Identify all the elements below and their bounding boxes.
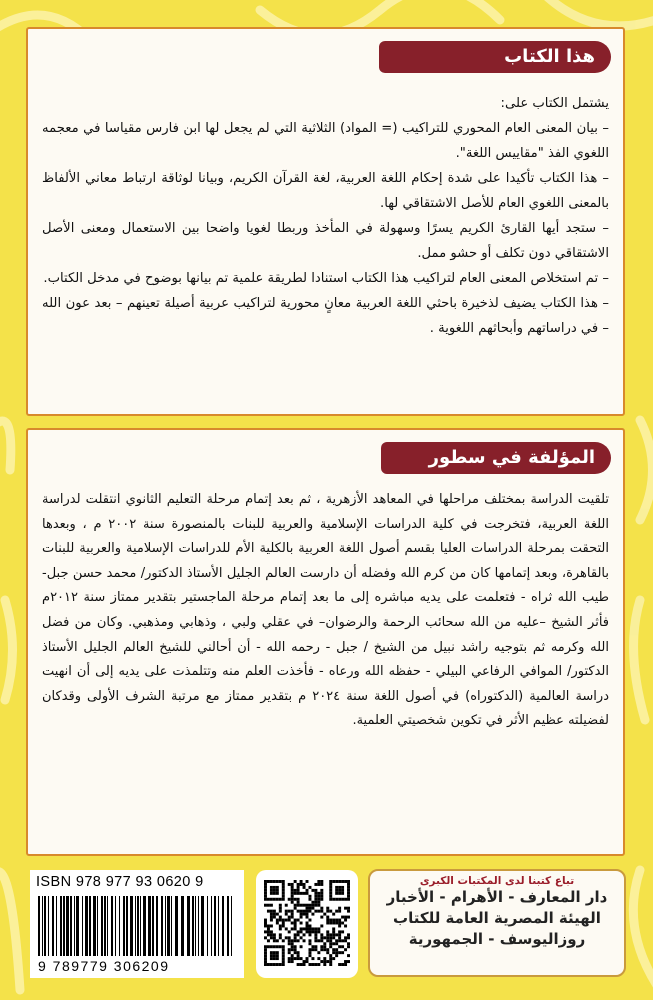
author-heading: المؤلفة في سطور — [381, 442, 611, 474]
booksellers-line: روزاليوسف - الجمهورية — [408, 930, 586, 948]
about-book-paragraph: – هذا الكتاب يضيف لذخيرة باحثي اللغة العربية معانٍ محورية لتراكيب عربية أصيلة تعينهم – بعد عون الله – في دراساتهم وأبحاثهم اللغوية . — [42, 296, 609, 336]
about-book-paragraph: – هذا الكتاب تأكيدا على شدة إحكام اللغة العربية، لغة القرآن الكريم، وبيانا لوثاقة ارتباط معاني الألفاظ بالمعنى اللغوي العام للأصل الاشتقاقي لها. — [42, 171, 609, 211]
qr-code-block — [256, 870, 358, 978]
about-book-paragraph: – ستجد أيها القارئ الكريم يسرًا وسهولة في المأخذ وربطا لغويا واضحا بين الاستعمال ومعنى الأصل الاشتقاقي دون تكلف أو حشو ممل. — [42, 221, 609, 261]
author-text — [42, 488, 609, 734]
about-book-text — [42, 91, 609, 341]
barcode — [36, 896, 238, 958]
about-book-panel — [26, 27, 625, 416]
barcode-digits: 9 789779 306209 — [38, 958, 170, 974]
about-book-heading: هذا الكتاب — [379, 41, 611, 73]
isbn-barcode-block — [30, 870, 244, 978]
about-book-paragraph: – تم استخلاص المعنى العام لتراكيب هذا الكتاب استنادا لطريقة علمية تم بيانها بوضوح في مدخل الكتاب. — [43, 271, 609, 286]
isbn-label: ISBN 978 977 93 0620 9 — [36, 874, 204, 890]
qr-code — [264, 880, 350, 966]
author-bio: تلقيت الدراسة بمختلف مراحلها في المعاهد الأزهرية ، ثم بعد إتمام مرحلة التعليم الثانوي انتقلت لدراسة اللغة العربية، فتخرجت في كلية الدراسات الإسلامية والعربية للبنات بالمنصورة سنة ٢٠٠٢ م ، وبعدها التحقت بمرحلة الدراسات العليا بقسم أصول اللغة العربية بالكلية الأم للدراسات الإسلامية والعربية للبنات بالقاهرة، وبعد إتمامها كان من كرم الله وفضله أن دارست العالم الجليل الأستاذ الدكتور/ محمد حسن جبل- طيب الله ثراه - فتعلمت على يديه مباشره إلى ما بعد إتمام مرحلة الماجستير بتقدير ممتاز سنة ٢٠١٢م فأثر الشيخ –عليه من الله سحائب الرحمة والرضوان– في عقلي ولبي ، وذهابي ومذهبي. وكان من فضل الله وكرمه ثم بتوجيه راشد نبيل من الشيخ / جبل - رحمه الله - أن أحالني للشيخ العالم الجليل الأستاذ الدكتور/ الموافي الرفاعي البيلي - حفظه الله ورعاه - فأخذت العلم منه وتتلمذت على يديه إلى أن انهيت دراسة العالمية (الدكتوراه) في أصول اللغة سنة ٢٠٢٤ م بتقدير ممتاز مع مرتبة الشرف الأولى وقدكان لفضيلته عظيم الأثر في تكوين شخصيتي العلمية. — [42, 492, 609, 729]
author-panel — [26, 428, 625, 856]
booksellers-line: الهيئة المصرية العامة للكتاب — [393, 909, 601, 927]
booksellers-heading: تباع كتبنا لدى المكتبات الكبرى — [419, 875, 575, 887]
about-book-paragraph: – بيان المعنى العام المحوري للتراكيب (= المواد) الثلاثية التي لم يجعل لها ابن فارس مقياسا في معجمه اللغوي الفذ "مقاييس اللغة". — [42, 121, 609, 161]
about-book-paragraph: يشتمل الكتاب على: — [500, 96, 609, 111]
booksellers-box — [368, 869, 626, 977]
booksellers-line: دار المعارف - الأهرام - الأخبار — [386, 888, 608, 906]
